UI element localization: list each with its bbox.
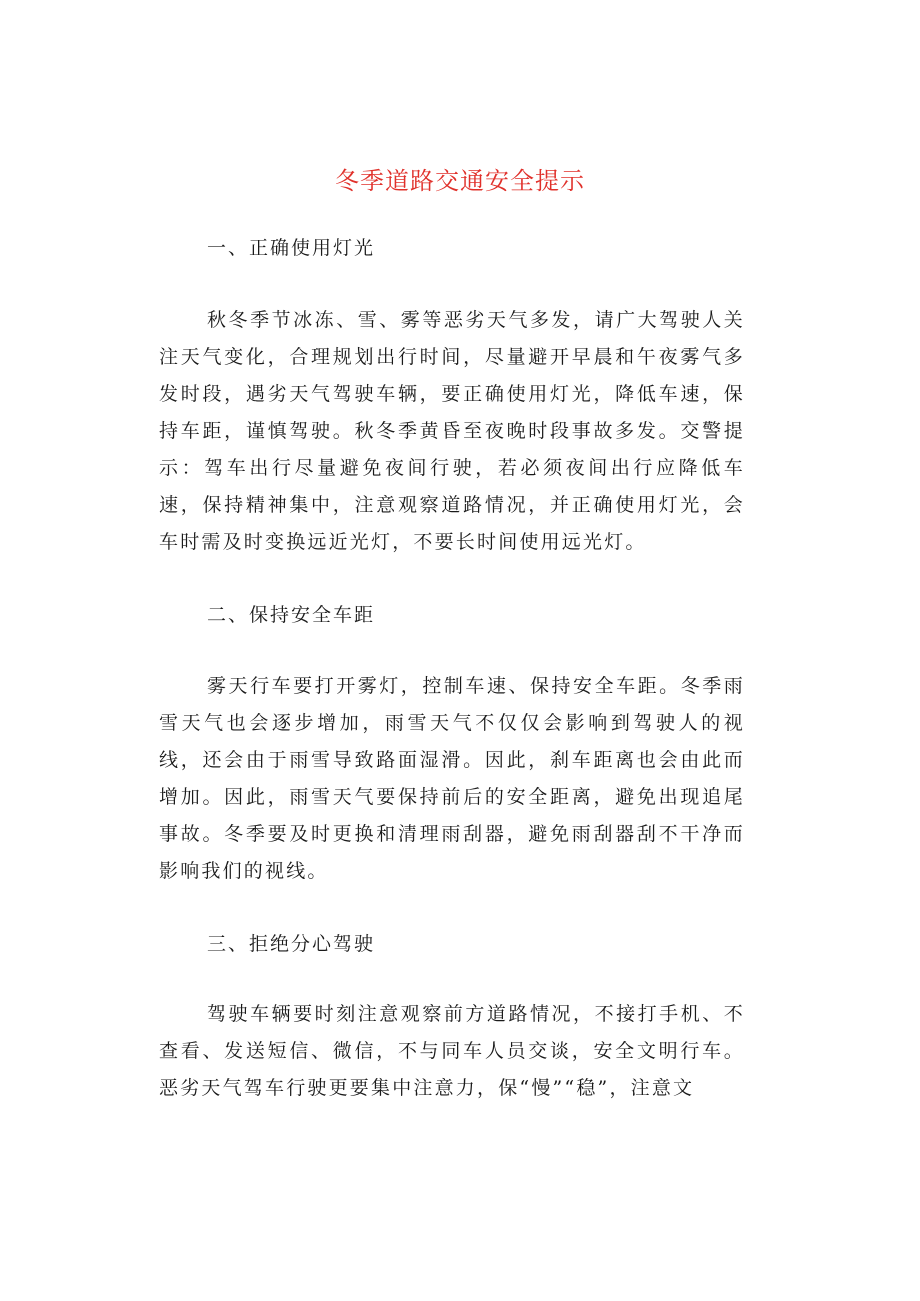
- section-body-lights: 秋冬季节冰冻、雪、雾等恶劣天气多发，请广大驾驶人关注天气变化，合理规划出行时间，尽量避开早晨和午夜雾气多发时段，遇劣天气驾驶车辆，要正确使用灯光，降低车速，保持车距，谨慎驾驶。秋冬季黄昏至夜晚时段事故多发。交警提示：驾车出行尽量避免夜间行驶，若必须夜间出行应降低车速，保持精神集中，注意观察道路情况，并正确使用灯光，会车时需及时变换远近光灯，不要长时间使用远光灯。: [159, 309, 745, 553]
- section-body-distraction: 驾驶车辆要时刻注意观察前方道路情况，不接打手机、不查看、发送短信、微信，不与同车人员交谈，安全文明行车。恶劣天气驾车行驶更要集中注意力，保“慢”“稳”，注意文: [159, 1003, 745, 1099]
- section-heading-distance: 二、保持安全车距: [207, 604, 376, 626]
- section-heading-lights: 一、正确使用灯光: [207, 237, 376, 259]
- section-body-distance: 雾天行车要打开雾灯，控制车速、保持安全车距。冬季雨雪天气也会逐步增加，雨雪天气不仅仅会影响到驾驶人的视线，还会由于雨雪导致路面湿滑。因此，刹车距离也会由此而增加。因此，雨雪天气要保持前后的安全距离，避免出现追尾事故。冬季要及时更换和清理雨刮器，避免雨刮器刮不干净而影响我们的视线。: [159, 675, 745, 882]
- document-title: 冬季道路交通安全提示: [335, 167, 585, 195]
- section-heading-distraction: 三、拒绝分心驾驶: [207, 933, 376, 955]
